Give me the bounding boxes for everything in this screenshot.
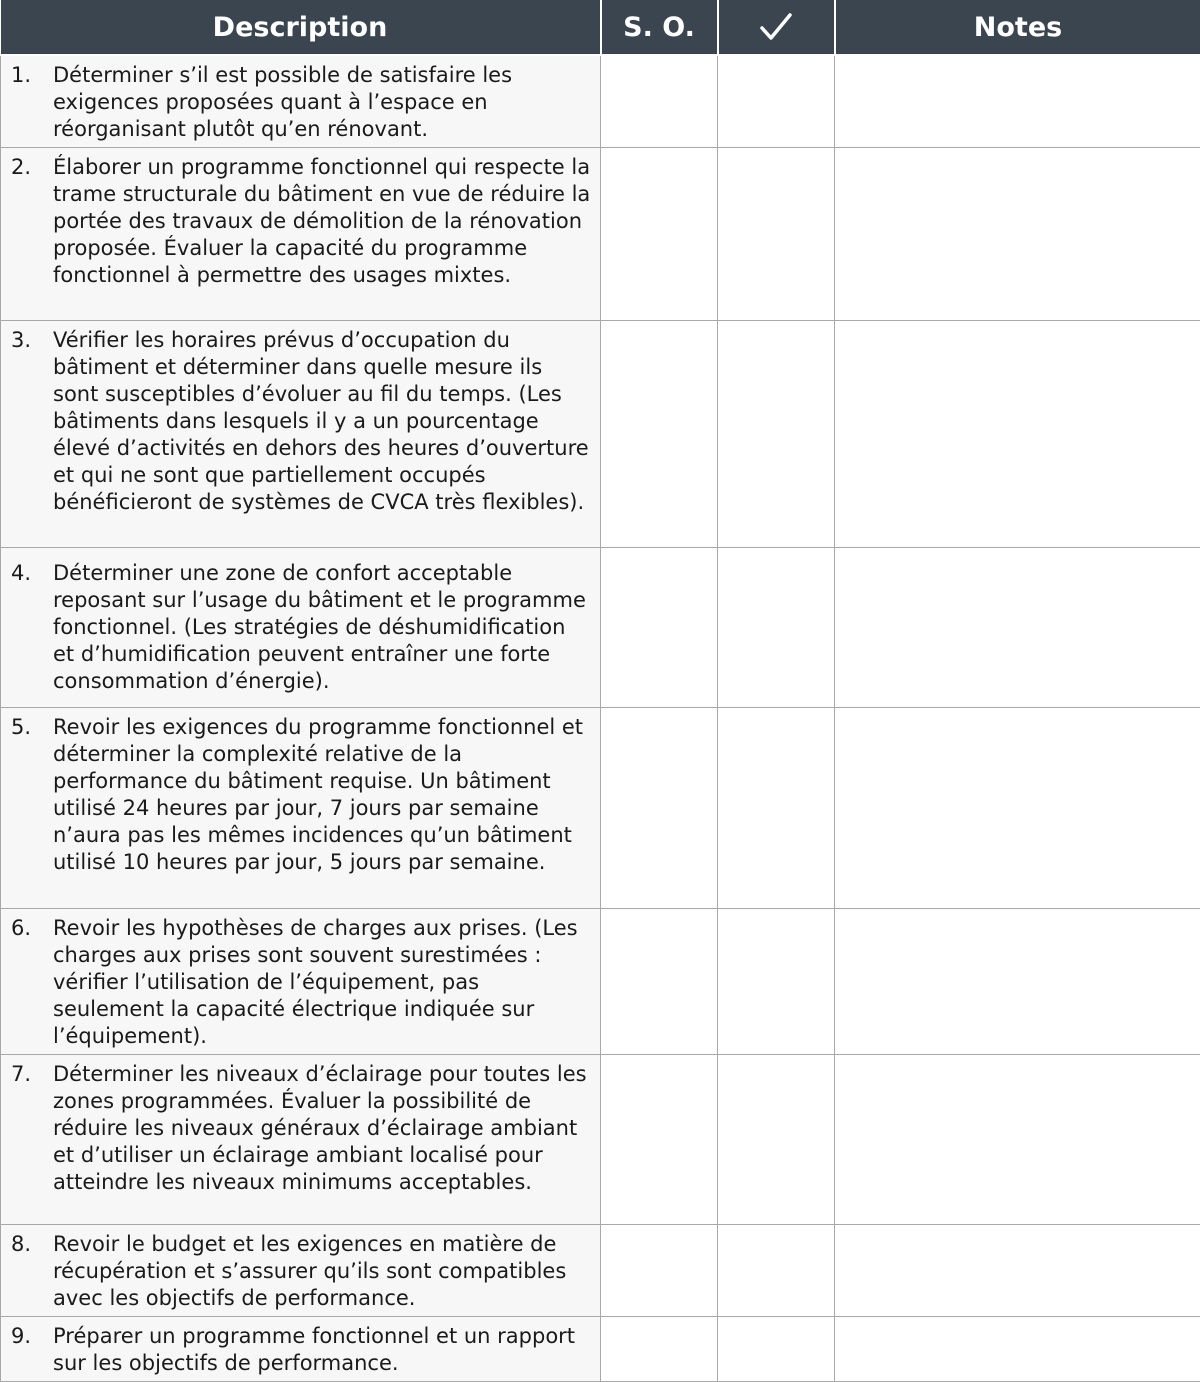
- item-text: Déterminer une zone de confort acceptable reposant sur l’usage du bâtiment et le programme fonctionnel. (Les stratégies de déshumidification et d’humidification peuvent entraîner une forte consommation d’énergie).: [53, 560, 592, 695]
- table-row: [1, 1055, 1200, 1225]
- check-cell[interactable]: [718, 1055, 835, 1225]
- item-text: Élaborer un programme fonctionnel qui respecte la trame structurale du bâtiment en vue de réduire la portée des travaux de démolition de la rénovation proposée. Évaluer la capacité du programme fonctionnel à permettre des usages mixtes.: [53, 154, 592, 289]
- check-cell[interactable]: [718, 148, 835, 321]
- check-cell[interactable]: [718, 55, 835, 148]
- table-row: [1, 708, 1200, 909]
- description-cell: [1, 708, 601, 909]
- description-cell: [1, 1317, 601, 1382]
- item-text: Revoir les exigences du programme fonctionnel et déterminer la complexité relative de la performance du bâtiment requise. Un bâtiment utilisé 24 heures par jour, 7 jours par semaine n’aura pas les mêmes incidences qu’un bâtiment utilisé 10 heures par jour, 5 jours par semaine.: [53, 714, 592, 876]
- description-cell: [1, 1225, 601, 1317]
- item-number: 6.: [11, 915, 53, 1050]
- item-number: 8.: [11, 1231, 53, 1312]
- so-cell[interactable]: [601, 1225, 718, 1317]
- table-row: [1, 909, 1200, 1055]
- description-cell: [1, 909, 601, 1055]
- so-cell[interactable]: [601, 1055, 718, 1225]
- notes-cell[interactable]: [835, 1317, 1200, 1382]
- item-number: 2.: [11, 154, 53, 289]
- table-row: [1, 548, 1200, 708]
- so-cell[interactable]: [601, 708, 718, 909]
- notes-cell[interactable]: [835, 321, 1200, 548]
- item-number: 5.: [11, 714, 53, 876]
- description-cell: [1, 548, 601, 708]
- notes-cell[interactable]: [835, 1225, 1200, 1317]
- so-cell[interactable]: [601, 1317, 718, 1382]
- notes-cell[interactable]: [835, 909, 1200, 1055]
- check-cell[interactable]: [718, 548, 835, 708]
- notes-cell[interactable]: [835, 548, 1200, 708]
- header-so: S. O.: [601, 0, 718, 55]
- item-text: Revoir le budget et les exigences en matière de récupération et s’assurer qu’ils sont compatibles avec les objectifs de performance.: [53, 1231, 592, 1312]
- table-row: [1, 148, 1200, 321]
- item-text: Vérifier les horaires prévus d’occupation du bâtiment et déterminer dans quelle mesure ils sont susceptibles d’évoluer au fil du temps. (Les bâtiments dans lesquels il y a un pourcentage élevé d’activités en dehors des heures d’ouverture et qui ne sont que partiellement occupés bénéficieront de systèmes de CVCA très flexibles).: [53, 327, 592, 516]
- table-row: [1, 321, 1200, 548]
- notes-cell[interactable]: [835, 708, 1200, 909]
- notes-cell[interactable]: [835, 1055, 1200, 1225]
- so-cell[interactable]: [601, 148, 718, 321]
- table-row: [1, 55, 1200, 148]
- header-description: Description: [1, 0, 601, 55]
- header-row: [1, 0, 1200, 55]
- so-cell[interactable]: [601, 55, 718, 148]
- so-cell[interactable]: [601, 548, 718, 708]
- item-number: 7.: [11, 1061, 53, 1196]
- item-number: 9.: [11, 1323, 53, 1377]
- item-number: 3.: [11, 327, 53, 516]
- item-number: 1.: [11, 62, 53, 143]
- item-text: Déterminer s’il est possible de satisfaire les exigences proposées quant à l’espace en réorganisant plutôt qu’en rénovant.: [53, 62, 592, 143]
- item-number: 4.: [11, 560, 53, 695]
- description-cell: [1, 148, 601, 321]
- check-cell[interactable]: [718, 1225, 835, 1317]
- item-text: Préparer un programme fonctionnel et un rapport sur les objectifs de performance.: [53, 1323, 592, 1377]
- header-check: [718, 0, 835, 55]
- check-cell[interactable]: [718, 708, 835, 909]
- item-text: Déterminer les niveaux d’éclairage pour toutes les zones programmées. Évaluer la possibilité de réduire les niveaux généraux d’éclairage ambiant et d’utiliser un éclairage ambiant localisé pour atteindre les niveaux minimums acceptables.: [53, 1061, 592, 1196]
- check-cell[interactable]: [718, 909, 835, 1055]
- checkmark-icon: [719, 12, 834, 42]
- description-cell: [1, 1055, 601, 1225]
- so-cell[interactable]: [601, 909, 718, 1055]
- notes-cell[interactable]: [835, 55, 1200, 148]
- check-cell[interactable]: [718, 1317, 835, 1382]
- notes-cell[interactable]: [835, 148, 1200, 321]
- table-row: [1, 1317, 1200, 1382]
- check-cell[interactable]: [718, 321, 835, 548]
- so-cell[interactable]: [601, 321, 718, 548]
- header-notes: Notes: [835, 0, 1200, 55]
- description-cell: [1, 321, 601, 548]
- description-cell: [1, 55, 601, 148]
- table-row: [1, 1225, 1200, 1317]
- item-text: Revoir les hypothèses de charges aux prises. (Les charges aux prises sont souvent surestimées : vérifier l’utilisation de l’équipement, pas seulement la capacité électrique indiquée sur l’équipement).: [53, 915, 592, 1050]
